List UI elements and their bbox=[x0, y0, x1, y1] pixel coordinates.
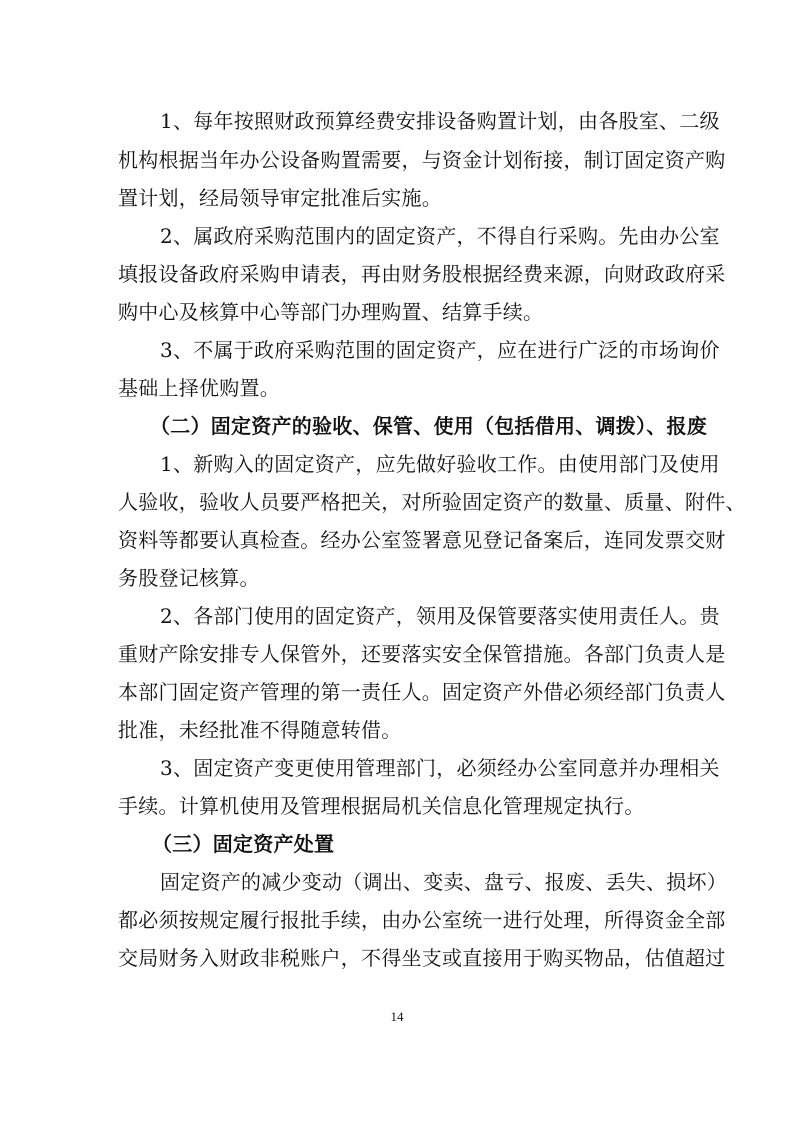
paragraph-line-14: 重财产除安排专人保管外，还要落实安全保管措施。各部门负责人是 bbox=[118, 642, 726, 666]
page-number: 14 bbox=[390, 1009, 404, 1024]
paragraph-line-20: 都必须按规定履行报批手续，由办公室统一进行处理，所得资金全部 bbox=[118, 908, 726, 932]
paragraph-line-17: 3、固定资产变更使用管理部门，必须经办公室同意并办理相关 bbox=[160, 756, 720, 780]
paragraph-line-4: 2、属政府采购范围内的固定资产，不得自行采购。先由办公室 bbox=[160, 224, 720, 248]
paragraph-line-18: 手续。计算机使用及管理根据局机关信息化管理规定执行。 bbox=[118, 794, 645, 818]
paragraph-line-10: 人验收，验收人员要严格把关，对所验固定资产的数量、质量、附件、 bbox=[118, 490, 746, 514]
paragraph-line-1: 1、每年按照财政预算经费安排设备购置计划，由各股室、二级 bbox=[160, 109, 720, 133]
paragraph-line-13: 2、各部门使用的固定资产，领用及保管要落实使用责任人。贵 bbox=[160, 604, 720, 628]
paragraph-line-19: 固定资产的减少变动（调出、变卖、盘亏、报废、丢失、损坏） bbox=[160, 870, 727, 894]
paragraph-line-3: 置计划，经局领导审定批准后实施。 bbox=[118, 186, 442, 210]
paragraph-line-7: 3、不属于政府采购范围的固定资产，应在进行广泛的市场询价 bbox=[160, 338, 720, 362]
paragraph-line-2: 机构根据当年办公设备购置需要，与资金计划衔接，制订固定资产购 bbox=[118, 148, 726, 172]
paragraph-line-8: 基础上择优购置。 bbox=[118, 376, 280, 400]
paragraph-line-5: 填报设备政府采购申请表，再由财务股根据经费来源，向财政政府采 bbox=[118, 262, 726, 286]
paragraph-line-9: 1、新购入的固定资产，应先做好验收工作。由使用部门及使用 bbox=[160, 452, 720, 476]
section-heading-3: （三）固定资产处置 bbox=[152, 832, 335, 856]
paragraph-line-16: 批准，未经批准不得随意转借。 bbox=[118, 718, 402, 742]
paragraph-line-21: 交局财务入财政非税账户，不得坐支或直接用于购买物品，估值超过 bbox=[118, 946, 726, 970]
paragraph-line-6: 购中心及核算中心等部门办理购置、结算手续。 bbox=[118, 300, 544, 324]
section-heading-2: （二）固定资产的验收、保管、使用（包括借用、调拨）、报废 bbox=[150, 414, 707, 438]
paragraph-line-12: 务股登记核算。 bbox=[118, 566, 260, 590]
paragraph-line-15: 本部门固定资产管理的第一责任人。固定资产外借必须经部门负责人 bbox=[118, 680, 726, 704]
paragraph-line-11: 资料等都要认真检查。经办公室签署意见登记备案后，连同发票交财 bbox=[118, 528, 726, 552]
